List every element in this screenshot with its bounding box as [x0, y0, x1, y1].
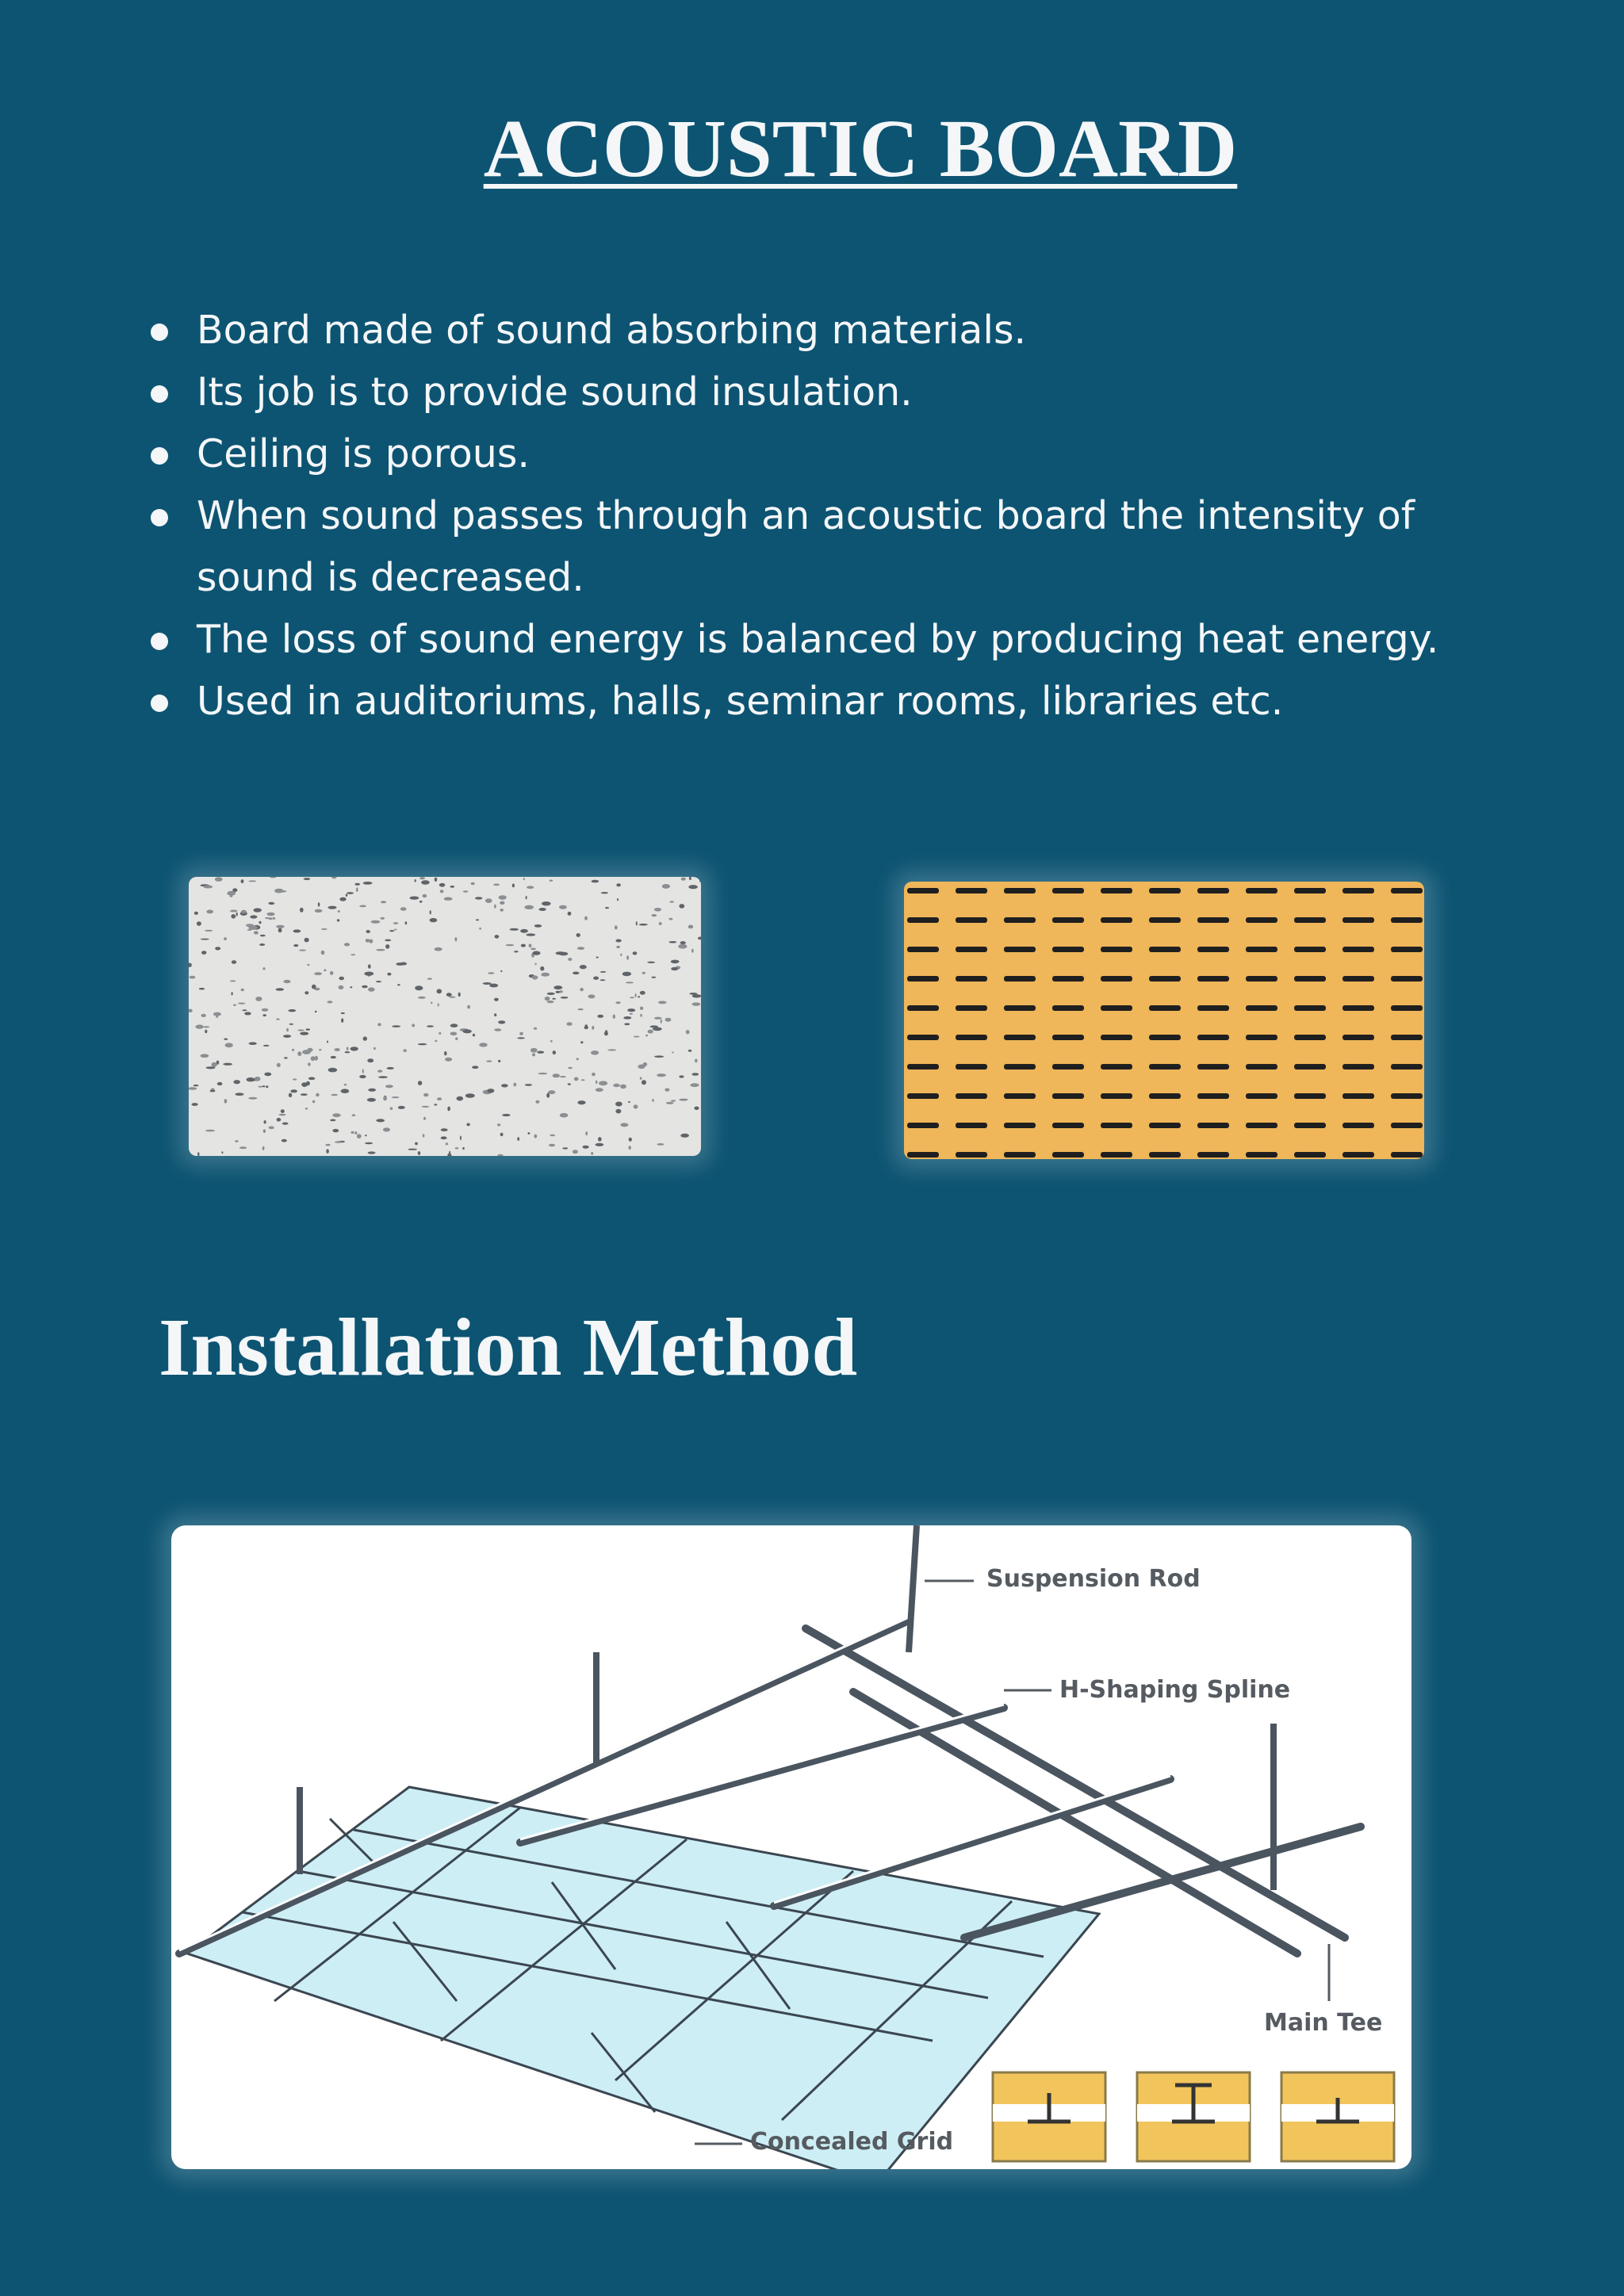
white-acoustic-tile-image	[189, 877, 701, 1156]
bullet-item: Board made of sound absorbing materials.	[146, 300, 1542, 362]
bullet-item: The loss of sound energy is balanced by producing heat energy.	[146, 609, 1542, 671]
profile-cross-sections	[993, 2072, 1394, 2161]
bullet-item: Used in auditoriums, halls, seminar rooms, libraries etc.	[146, 671, 1542, 733]
wood-slotted-panel-image	[904, 882, 1424, 1159]
slot-pattern	[904, 882, 1424, 1159]
bullet-item: Its job is to provide sound insulation.	[146, 362, 1542, 423]
label-suspension-rod: Suspension Rod	[986, 1565, 1201, 1593]
label-main-tee: Main Tee	[1264, 2009, 1383, 2037]
speckle-texture	[189, 877, 701, 1156]
bullet-list	[146, 300, 1542, 733]
section-title: Installation Method	[159, 1302, 858, 1393]
installation-diagram	[171, 1525, 1411, 2169]
ceiling-grid-illustration	[171, 1525, 1411, 2169]
label-concealed-grid: Concealed Grid	[750, 2128, 954, 2156]
page-title: ACOUSTIC BOARD	[483, 103, 1238, 194]
bullet-item: Ceiling is porous.	[146, 423, 1542, 485]
label-h-shaping-spline: H-Shaping Spline	[1059, 1676, 1291, 1704]
bullet-item: When sound passes through an acoustic board the intensity of sound is decreased.	[146, 485, 1542, 609]
